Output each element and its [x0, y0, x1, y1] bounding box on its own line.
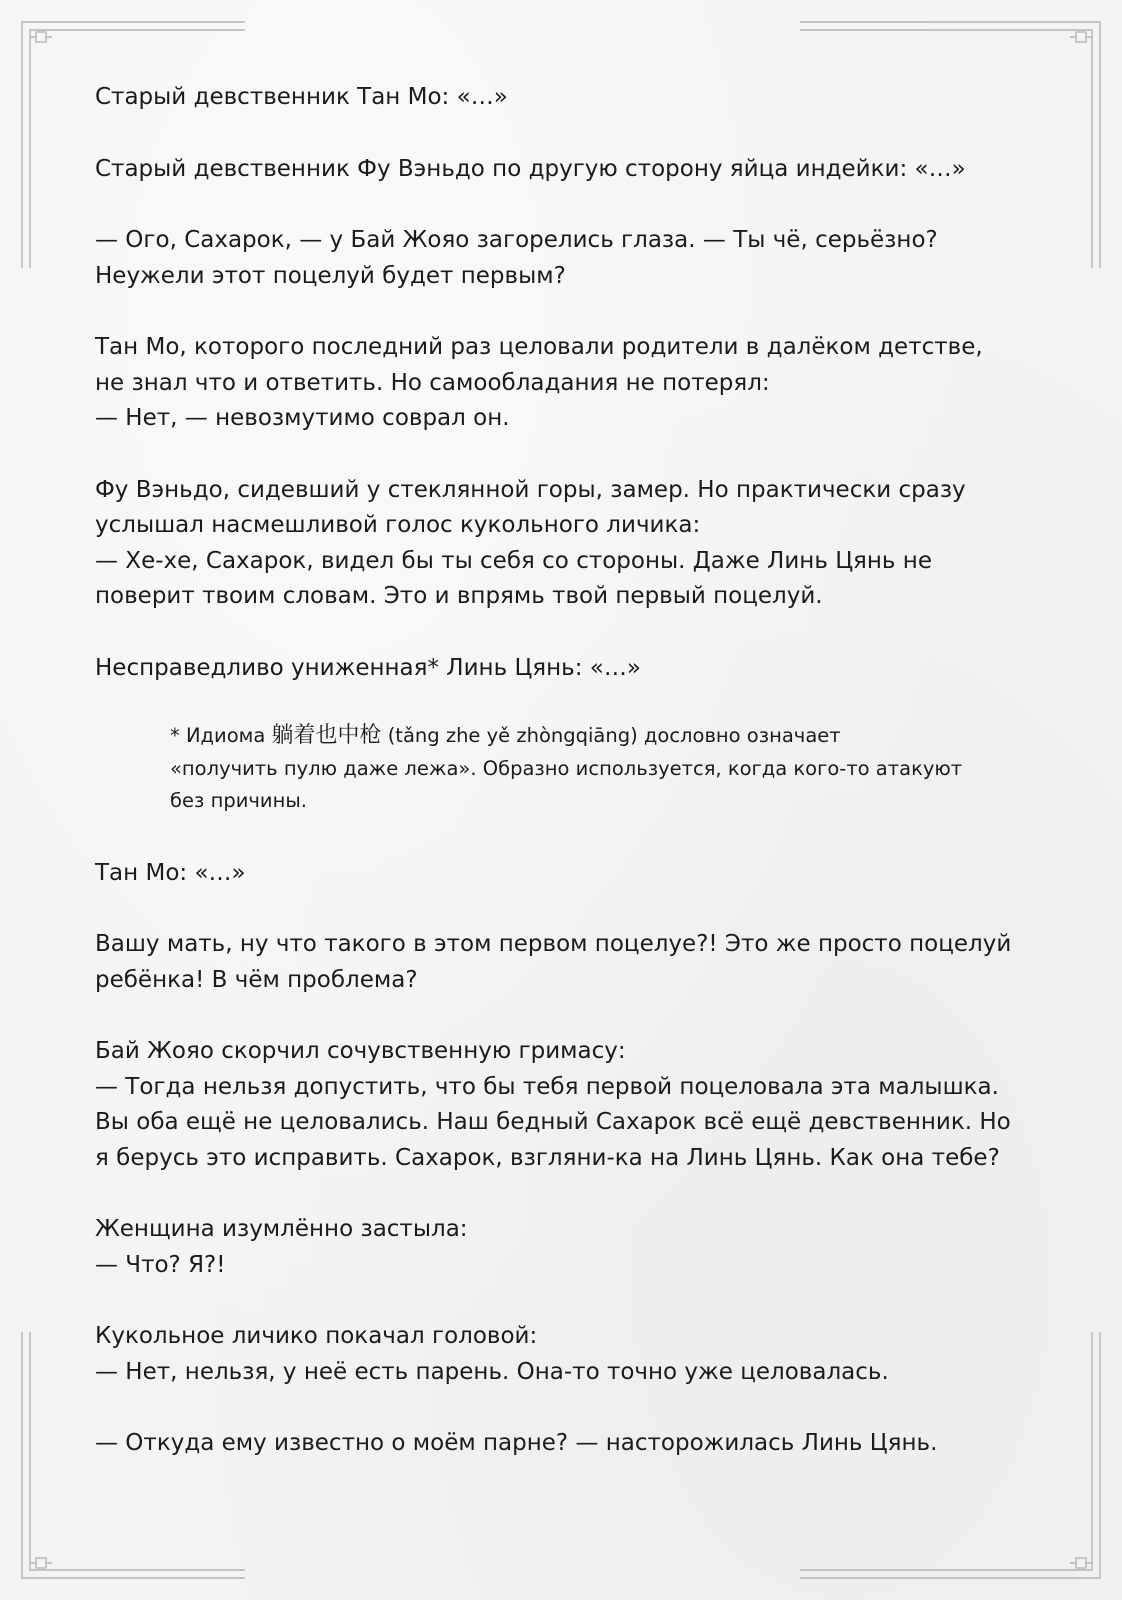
text-line: — Ого, Сахарок, — у Бай Жояо загорелись глаза. — Ты чё, серьёзно? — [95, 227, 938, 253]
text-line: Старый девственник Фу Вэньдо по другую сторону яйца индейки: «…» — [95, 155, 966, 182]
paragraph — [95, 927, 1025, 998]
paragraph — [95, 1426, 1025, 1462]
text-line: — Хе-хе, Сахарок, видел бы ты себя со стороны. Даже Линь Цянь не — [95, 547, 932, 574]
footnote-idiom: 躺着也中枪 — [271, 723, 382, 748]
text-line: не знал что и ответить. Но самообладания не потерял: — [95, 369, 770, 396]
paragraph — [95, 473, 1025, 615]
text-line: — Что? Я?! — [95, 1251, 226, 1278]
text-line: Кукольное личико покачал головой: — [95, 1323, 538, 1349]
paragraph — [95, 223, 1025, 294]
text-line: — Тогда нельзя допустить, что бы тебя первой поцеловала эта малышка. — [95, 1073, 999, 1100]
text-line: ребёнка! В чём проблема? — [95, 966, 418, 993]
text-line: Неужели этот поцелуй будет первым? — [95, 262, 566, 289]
text-line: Тан Мо, которого последний раз целовали родители в далёком детстве, — [95, 334, 983, 360]
text-line: поверит твоим словам. Это и впрямь твой первый поцелуй. — [95, 583, 823, 609]
footnote-line-rest: (tǎng zhe yě zhòngqiāng) дословно означает — [381, 724, 841, 747]
paragraph — [95, 1319, 1025, 1390]
text-line: Несправедливо униженная* Линь Цянь: «…» — [95, 654, 641, 681]
paragraph — [95, 856, 1025, 892]
paragraph — [95, 1212, 1025, 1283]
paragraph — [95, 152, 1025, 188]
text-line: я берусь это исправить. Сахарок, взгляни-ка на Линь Цянь. Как она тебе? — [95, 1144, 1000, 1171]
footnote-line: «получить пулю даже лежа». Образно используется, когда кого-то атакуют — [170, 756, 963, 780]
paragraph — [95, 1034, 1025, 1176]
text-line: — Откуда ему известно о моём парне? — насторожилась Линь Цянь. — [95, 1430, 938, 1456]
chapter-text — [95, 80, 1025, 1498]
text-line: Бай Жояо скорчил сочувственную гримасу: — [95, 1038, 626, 1064]
text-line: услышал насмешливой голос кукольного личика: — [95, 512, 701, 538]
text-line: Вашу мать, ну что такого в этом первом поцелуе?! Это же просто поцелуй — [95, 931, 1012, 957]
text-line: Старый девственник Тан Мо: «…» — [95, 84, 508, 110]
paragraph — [95, 330, 1025, 437]
paragraph — [95, 80, 1025, 116]
text-line: Вы оба ещё не целовались. Наш бедный Сахарок всё ещё девственник. Но — [95, 1109, 1011, 1135]
paragraph — [95, 651, 1025, 687]
text-line: — Нет, нельзя, у неё есть парень. Она-то точно уже целовалась. — [95, 1358, 889, 1385]
text-line: Фу Вэньдо, сидевший у стеклянной горы, замер. Но практически сразу — [95, 476, 966, 503]
footnote — [170, 720, 1025, 818]
text-line: Женщина изумлённо застыла: — [95, 1216, 468, 1242]
footnote-line: без причины. — [170, 789, 307, 812]
footnote-line — [170, 720, 1025, 753]
text-line: — Нет, — невозмутимо соврал он. — [95, 405, 510, 431]
footnote-prefix: * Идиома — [170, 724, 272, 747]
text-line: Тан Мо: «…» — [95, 859, 246, 886]
